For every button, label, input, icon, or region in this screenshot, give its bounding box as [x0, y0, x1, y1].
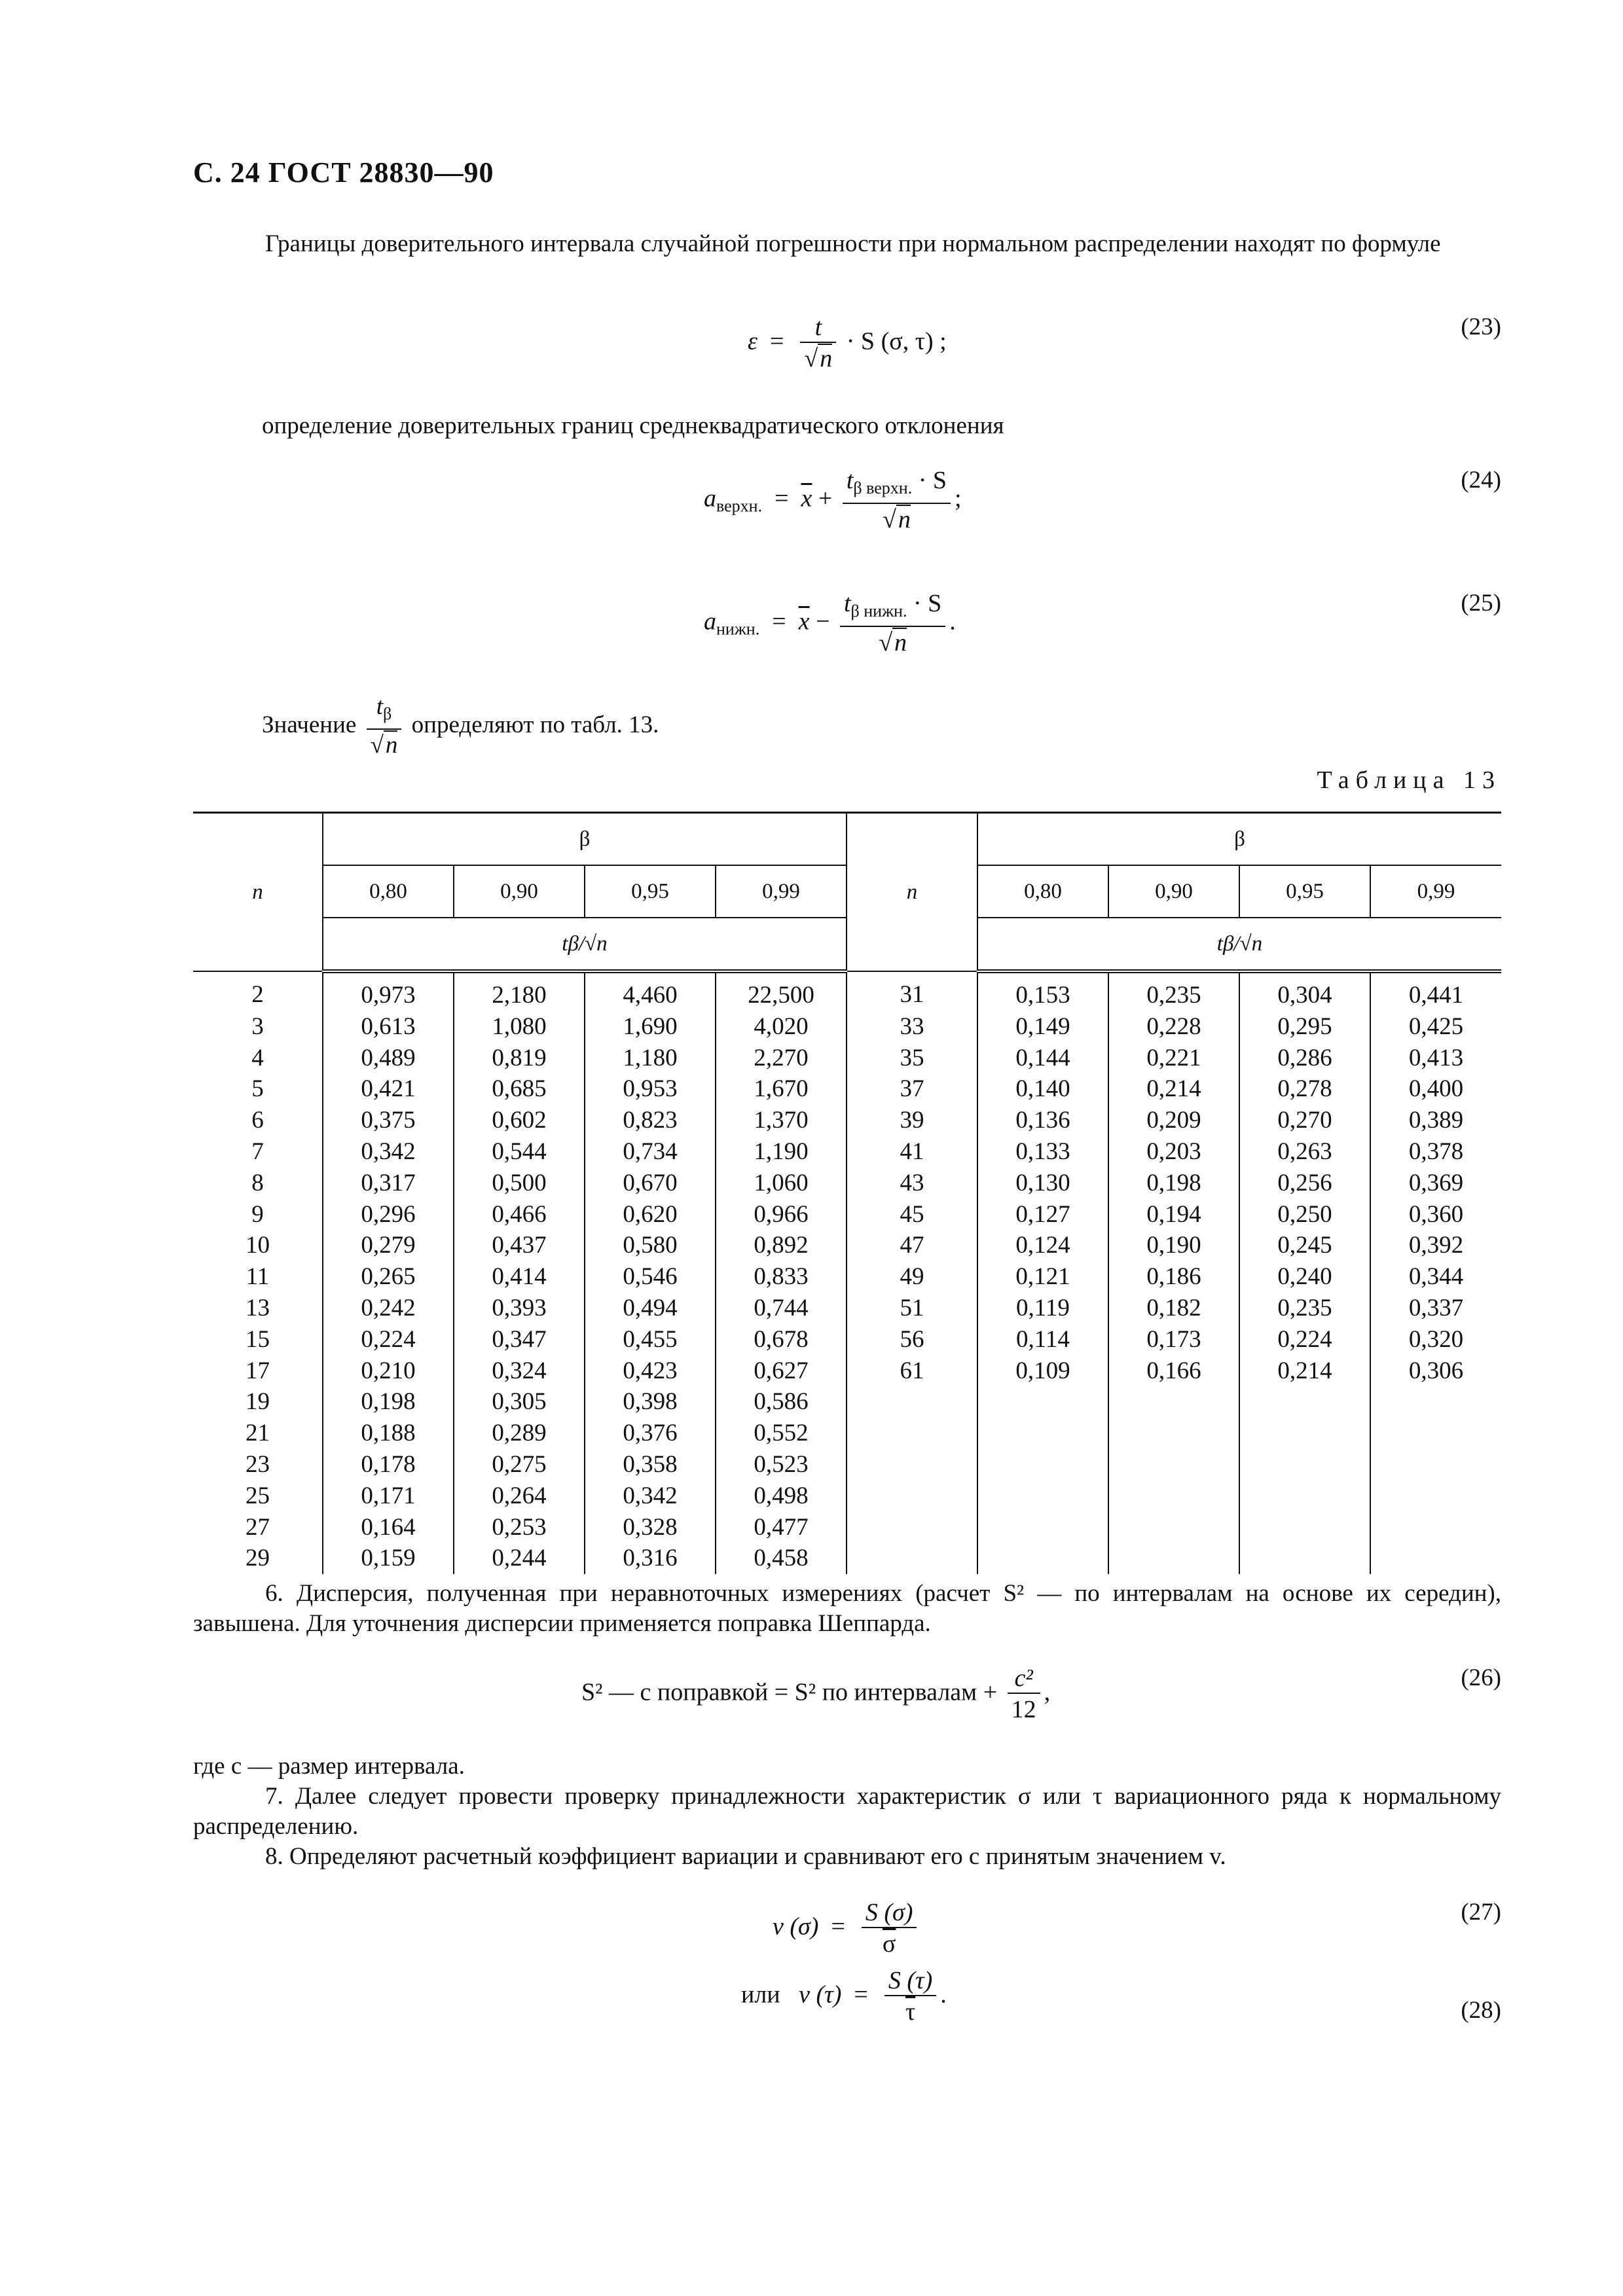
cell-value-right: [1239, 1418, 1370, 1449]
table-body: [193, 971, 1501, 1574]
cell-value-right: 0,203: [1108, 1136, 1239, 1168]
cell-value-left: 0,685: [454, 1073, 585, 1105]
cell-value-left: 1,690: [585, 1011, 716, 1043]
eq23-den: n: [818, 344, 832, 372]
equation-number-25: (25): [1461, 590, 1501, 617]
eq25-num-sub: β нижн.: [850, 601, 907, 620]
cell-value-left: 0,244: [454, 1543, 585, 1574]
cell-value-right: 0,136: [977, 1105, 1108, 1136]
equation-27: v (σ) = $\frac{S (\sigma)}{\sigma}$: [773, 1898, 921, 1960]
cell-value-left: 1,060: [716, 1168, 847, 1199]
cell-value-right: [1239, 1449, 1370, 1480]
eq27-fraction: [862, 1898, 917, 1960]
cell-value-right: [1370, 1480, 1501, 1512]
cell-value-left: 0,164: [323, 1512, 454, 1543]
cell-n-right: 51: [847, 1293, 977, 1324]
table-row: [193, 1199, 1501, 1230]
cell-value-right: 0,337: [1370, 1293, 1501, 1324]
beta-col-left: 0,95: [585, 865, 716, 918]
cell-value-left: 0,602: [454, 1105, 585, 1136]
cell-value-right: 0,413: [1370, 1043, 1501, 1074]
cell-n-right: [847, 1449, 977, 1480]
stat-label-right: tβ/√n: [977, 918, 1501, 971]
equation-23: ε = $\frac{t}{√n}$ · S (σ, τ) ;: [748, 313, 947, 374]
equation-number-23: (23): [1461, 314, 1501, 340]
cell-n-left: 21: [193, 1418, 323, 1449]
cell-value-right: [1108, 1480, 1239, 1512]
eq28-fraction: [884, 1966, 936, 2028]
cell-value-right: 0,270: [1239, 1105, 1370, 1136]
cell-value-right: 0,441: [1370, 971, 1501, 1011]
cell-value-right: 0,344: [1370, 1261, 1501, 1293]
header-n-left: n: [193, 813, 323, 972]
cell-n-right: 49: [847, 1261, 977, 1293]
eq23-rhs: · S (σ, τ) ;: [846, 327, 947, 355]
cell-value-left: 0,178: [323, 1449, 454, 1480]
cell-n-right: 37: [847, 1073, 977, 1105]
cell-value-left: 1,080: [454, 1011, 585, 1043]
table-row: [193, 1136, 1501, 1168]
cell-value-right: 0,144: [977, 1043, 1108, 1074]
cell-value-left: 0,275: [454, 1449, 585, 1480]
paragraph-value-reference: [262, 692, 659, 761]
cell-value-left: 0,159: [323, 1543, 454, 1574]
eq23-lhs: ε: [748, 327, 757, 355]
eq28-tail: .: [940, 1981, 947, 2009]
cell-value-right: 0,378: [1370, 1136, 1501, 1168]
cell-value-right: 0,369: [1370, 1168, 1501, 1199]
cell-value-right: [977, 1449, 1108, 1480]
header-n-right: n: [847, 813, 977, 972]
cell-n-right: [847, 1543, 977, 1574]
cell-value-left: 0,317: [323, 1168, 454, 1199]
cell-value-right: 0,250: [1239, 1199, 1370, 1230]
cell-value-right: 0,278: [1239, 1073, 1370, 1105]
cell-value-right: 0,400: [1370, 1073, 1501, 1105]
eq27-num: S (σ): [865, 1899, 913, 1926]
cell-value-left: 0,264: [454, 1480, 585, 1512]
eq28-prefix: или: [741, 1981, 780, 2009]
table-row: [193, 1512, 1501, 1543]
eq27-den: σ: [882, 1930, 896, 1958]
cell-value-right: 0,190: [1108, 1230, 1239, 1261]
eq24-den: n: [896, 505, 911, 533]
cell-value-right: 0,245: [1239, 1230, 1370, 1261]
cell-value-right: 0,114: [977, 1324, 1108, 1355]
cell-value-right: 0,109: [977, 1355, 1108, 1387]
cell-value-left: 0,620: [585, 1199, 716, 1230]
cell-value-right: 0,119: [977, 1293, 1108, 1324]
cell-value-right: 0,392: [1370, 1230, 1501, 1261]
eq26-tail: ,: [1044, 1678, 1051, 1706]
cell-value-left: 0,198: [323, 1386, 454, 1418]
cell-value-right: 0,140: [977, 1073, 1108, 1105]
cell-value-right: [1108, 1386, 1239, 1418]
beta-col-right: 0,80: [977, 865, 1108, 918]
stat-label-left: tβ/√n: [323, 918, 847, 971]
cell-value-left: 1,190: [716, 1136, 847, 1168]
cell-value-right: [1108, 1418, 1239, 1449]
cell-value-right: [1370, 1418, 1501, 1449]
cell-value-left: 22,500: [716, 971, 847, 1011]
cell-value-left: 0,423: [585, 1355, 716, 1387]
cell-value-right: [1108, 1449, 1239, 1480]
eq25-den: n: [892, 628, 907, 656]
table-row: [193, 971, 1501, 1011]
cell-n-right: 35: [847, 1043, 977, 1074]
page-header: С. 24 ГОСТ 28830—90: [193, 156, 494, 188]
cell-value-right: 0,173: [1108, 1324, 1239, 1355]
cell-value-right: 0,153: [977, 971, 1108, 1011]
cell-value-left: 0,678: [716, 1324, 847, 1355]
cell-value-right: 0,121: [977, 1261, 1108, 1293]
cell-n-left: 25: [193, 1480, 323, 1512]
table-row: [193, 1543, 1501, 1574]
cell-n-left: 19: [193, 1386, 323, 1418]
cell-value-left: 1,370: [716, 1105, 847, 1136]
cell-value-left: 0,966: [716, 1199, 847, 1230]
eq28-den: τ: [905, 1998, 916, 2026]
eq28-lhs: v (τ): [799, 1981, 842, 2009]
cell-value-left: 0,279: [323, 1230, 454, 1261]
eq27-lhs: v (σ): [773, 1912, 819, 1941]
table-row: [193, 1386, 1501, 1418]
cell-value-left: 0,224: [323, 1324, 454, 1355]
cell-value-left: 0,498: [716, 1480, 847, 1512]
paragraph-8: 8. Определяют расчетный коэффициент вариации и сравнивают его с принятым значением v.: [265, 1843, 1226, 1870]
eq23-fraction: $\frac{t}{√n}$: [800, 313, 836, 374]
cell-value-right: 0,124: [977, 1230, 1108, 1261]
cell-value-left: 0,398: [585, 1386, 716, 1418]
eq24-num-sub: β верхн.: [853, 478, 913, 497]
cell-n-right: [847, 1512, 977, 1543]
beta-col-right: 0,99: [1370, 865, 1501, 918]
cell-n-right: 33: [847, 1011, 977, 1043]
cell-value-left: 0,833: [716, 1261, 847, 1293]
cell-n-right: 56: [847, 1324, 977, 1355]
cell-n-right: [847, 1418, 977, 1449]
beta-col-right: 0,90: [1108, 865, 1239, 918]
cell-n-left: 27: [193, 1512, 323, 1543]
cell-n-left: 7: [193, 1136, 323, 1168]
paragraph-7: 7. Далее следует провести проверку принадлежности характеристик σ или τ вариационного ряда к нормальному распределению.: [193, 1783, 1501, 1840]
eq25-num-tail: · S: [907, 590, 942, 617]
cell-value-right: [1239, 1543, 1370, 1574]
cell-value-left: 0,265: [323, 1261, 454, 1293]
eq25-fraction: $\frac{t_{\beta нижн.} \cdot S}{√n}$: [840, 589, 945, 658]
cell-n-left: 15: [193, 1324, 323, 1355]
table-row: [193, 1449, 1501, 1480]
table-row: [193, 1073, 1501, 1105]
table-row: [193, 1355, 1501, 1387]
cell-value-right: 0,235: [1239, 1293, 1370, 1324]
cell-value-right: [1370, 1386, 1501, 1418]
cell-value-left: 0,393: [454, 1293, 585, 1324]
cell-n-left: 8: [193, 1168, 323, 1199]
cell-value-left: 4,460: [585, 971, 716, 1011]
table-row: [193, 1230, 1501, 1261]
equation-28: или v (τ) = $\frac{S (\tau)}{\tau}$ .: [741, 1966, 947, 2028]
cell-value-right: [977, 1480, 1108, 1512]
cell-n-left: 10: [193, 1230, 323, 1261]
cell-value-left: 0,546: [585, 1261, 716, 1293]
cell-value-right: 0,389: [1370, 1105, 1501, 1136]
cell-value-right: 0,194: [1108, 1199, 1239, 1230]
equation-number-28: (28): [1461, 1997, 1501, 2024]
cell-value-right: 0,286: [1239, 1043, 1370, 1074]
inline-den: n: [384, 730, 398, 759]
cell-value-left: 0,342: [585, 1480, 716, 1512]
eq24-fraction: $\frac{t_{\beta верхн.} \cdot S}{√n}$: [843, 466, 951, 535]
cell-value-left: 4,020: [716, 1011, 847, 1043]
cell-value-left: 0,494: [585, 1293, 716, 1324]
cell-n-right: 41: [847, 1136, 977, 1168]
cell-value-right: 0,133: [977, 1136, 1108, 1168]
cell-value-left: 0,973: [323, 971, 454, 1011]
paragraph-confidence-interval: Границы доверительного интервала случайной погрешности при нормальном распределении находят по формуле: [265, 230, 1441, 257]
cell-value-right: 0,166: [1108, 1355, 1239, 1387]
cell-n-left: 11: [193, 1261, 323, 1293]
cell-value-left: 0,552: [716, 1418, 847, 1449]
cell-value-right: [1108, 1512, 1239, 1543]
cell-n-right: [847, 1480, 977, 1512]
table-13: [193, 812, 1501, 1574]
paragraph-interval-size: где c — размер интервала.: [193, 1753, 465, 1780]
eq25-num-t: t: [843, 590, 851, 617]
cell-value-left: 0,734: [585, 1136, 716, 1168]
cell-value-left: 0,627: [716, 1355, 847, 1387]
cell-value-right: 0,256: [1239, 1168, 1370, 1199]
cell-value-left: 0,477: [716, 1512, 847, 1543]
cell-value-left: 0,586: [716, 1386, 847, 1418]
eq25-tail: .: [949, 607, 956, 636]
cell-value-left: 0,289: [454, 1418, 585, 1449]
table-row: [193, 1293, 1501, 1324]
cell-value-left: 0,324: [454, 1355, 585, 1387]
cell-value-right: 0,228: [1108, 1011, 1239, 1043]
equation-24: $a_{верхн.} = \overline{x}$ + $\frac{t_{\beta верхн.} \cdot S}{√n}$ ;: [704, 466, 962, 535]
eq24-xbar: $\overline{x}$: [801, 484, 812, 512]
cell-value-right: [1108, 1543, 1239, 1574]
p3-after: определяют по табл. 13.: [411, 711, 659, 738]
cell-n-left: 29: [193, 1543, 323, 1574]
eq26-den: 12: [1011, 1696, 1036, 1723]
cell-value-left: 0,455: [585, 1324, 716, 1355]
cell-value-left: 0,613: [323, 1011, 454, 1043]
eq24-num-tail: · S: [912, 467, 947, 494]
equation-number-24: (24): [1461, 467, 1501, 493]
cell-value-left: 0,358: [585, 1449, 716, 1480]
inline-fraction: $\frac{t_\beta}{√n}$: [367, 692, 402, 761]
cell-value-right: [1239, 1480, 1370, 1512]
cell-value-right: 0,320: [1370, 1324, 1501, 1355]
cell-value-right: 0,214: [1108, 1073, 1239, 1105]
cell-n-left: 5: [193, 1073, 323, 1105]
table-row: [193, 1480, 1501, 1512]
cell-value-right: 0,127: [977, 1199, 1108, 1230]
cell-value-left: 0,953: [585, 1073, 716, 1105]
cell-n-left: 23: [193, 1449, 323, 1480]
cell-value-left: 0,328: [585, 1512, 716, 1543]
cell-value-left: 0,421: [323, 1073, 454, 1105]
cell-value-right: 0,186: [1108, 1261, 1239, 1293]
cell-value-left: 2,180: [454, 971, 585, 1011]
cell-value-right: 0,240: [1239, 1261, 1370, 1293]
cell-value-left: 0,188: [323, 1418, 454, 1449]
eq26-num: c²: [1014, 1664, 1033, 1692]
cell-value-right: 0,306: [1370, 1355, 1501, 1387]
header-beta-right: β: [977, 813, 1501, 866]
cell-value-left: 0,823: [585, 1105, 716, 1136]
cell-value-right: [1370, 1543, 1501, 1574]
cell-value-left: 0,253: [454, 1512, 585, 1543]
eq25-lhs-sub: нижн.: [716, 619, 760, 639]
eq25-lhs: a: [704, 607, 716, 636]
cell-value-right: 0,263: [1239, 1136, 1370, 1168]
cell-value-right: 0,295: [1239, 1011, 1370, 1043]
equation-26: [581, 1664, 1050, 1725]
cell-n-left: 9: [193, 1199, 323, 1230]
inline-num-sub: β: [383, 704, 392, 723]
eq23-num: t: [814, 314, 822, 341]
cell-value-right: [1239, 1512, 1370, 1543]
cell-value-right: [977, 1418, 1108, 1449]
cell-value-right: 0,425: [1370, 1011, 1501, 1043]
cell-n-left: 3: [193, 1011, 323, 1043]
cell-n-left: 6: [193, 1105, 323, 1136]
cell-value-left: 0,210: [323, 1355, 454, 1387]
cell-n-right: 43: [847, 1168, 977, 1199]
header-beta-left: β: [323, 813, 847, 866]
beta-col-right: 0,95: [1239, 865, 1370, 918]
cell-value-left: 0,414: [454, 1261, 585, 1293]
cell-value-left: 0,670: [585, 1168, 716, 1199]
paragraph-6: 6. Дисперсия, полученная при неравноточных измерениях (расчет S² — по интервалам на основе их середин), завышена. Для уточнения дисперсии применяется поправка Шеппарда.: [193, 1580, 1501, 1637]
cell-value-left: 0,489: [323, 1043, 454, 1074]
cell-value-left: 0,466: [454, 1199, 585, 1230]
cell-value-left: 1,670: [716, 1073, 847, 1105]
beta-col-left: 0,90: [454, 865, 585, 918]
cell-n-left: 2: [193, 971, 323, 1011]
eq24-tail: ;: [955, 484, 962, 512]
cell-value-left: 0,242: [323, 1293, 454, 1324]
table-row: [193, 1043, 1501, 1074]
cell-value-left: 0,744: [716, 1293, 847, 1324]
beta-col-left: 0,80: [323, 865, 454, 918]
cell-value-right: 0,360: [1370, 1199, 1501, 1230]
eq24-lhs: a: [704, 484, 716, 512]
table-row: [193, 1261, 1501, 1293]
eq25-xbar: $\overline{x}$: [798, 607, 810, 636]
table-row: [193, 1168, 1501, 1199]
cell-value-left: 0,347: [454, 1324, 585, 1355]
cell-n-left: 13: [193, 1293, 323, 1324]
cell-value-right: 0,304: [1239, 971, 1370, 1011]
cell-value-left: 0,171: [323, 1480, 454, 1512]
cell-value-right: [977, 1512, 1108, 1543]
cell-value-right: 0,221: [1108, 1043, 1239, 1074]
cell-value-left: 0,305: [454, 1386, 585, 1418]
cell-value-right: 0,149: [977, 1011, 1108, 1043]
p3-before: Значение: [262, 711, 357, 738]
cell-value-right: [1239, 1386, 1370, 1418]
cell-value-left: 0,544: [454, 1136, 585, 1168]
cell-value-right: [1370, 1512, 1501, 1543]
cell-value-left: 0,296: [323, 1199, 454, 1230]
equation-number-27: (27): [1461, 1899, 1501, 1926]
equation-25: $a_{нижн.} = \overline{x}$ − $\frac{t_{\beta нижн.} \cdot S}{√n}$ .: [704, 589, 956, 658]
cell-value-right: 0,209: [1108, 1105, 1239, 1136]
cell-value-right: 0,198: [1108, 1168, 1239, 1199]
eq26-text: S² — с поправкой = S² по интервалам +: [581, 1678, 998, 1706]
cell-value-left: 0,437: [454, 1230, 585, 1261]
cell-value-left: 0,376: [585, 1418, 716, 1449]
cell-value-right: [977, 1386, 1108, 1418]
inline-num-t: t: [376, 693, 384, 720]
table-caption: Таблица 13: [1317, 766, 1501, 794]
table-row: [193, 1418, 1501, 1449]
table-row: [193, 1105, 1501, 1136]
paragraph-bounds: определение доверительных границ среднеквадратического отклонения: [262, 412, 1004, 439]
cell-n-right: [847, 1386, 977, 1418]
table-row: [193, 1324, 1501, 1355]
table-row: [193, 1011, 1501, 1043]
cell-n-right: 47: [847, 1230, 977, 1261]
eq24-num-t: t: [846, 467, 854, 494]
eq24-lhs-sub: верхн.: [716, 496, 763, 516]
cell-value-left: 0,523: [716, 1449, 847, 1480]
cell-n-right: 61: [847, 1355, 977, 1387]
cell-value-left: 0,342: [323, 1136, 454, 1168]
cell-value-left: 0,375: [323, 1105, 454, 1136]
cell-value-right: 0,224: [1239, 1324, 1370, 1355]
equation-number-26: (26): [1461, 1664, 1501, 1691]
cell-value-left: 0,580: [585, 1230, 716, 1261]
eq26-fraction: [1008, 1664, 1040, 1725]
cell-value-right: [977, 1543, 1108, 1574]
cell-n-right: 39: [847, 1105, 977, 1136]
cell-n-left: 17: [193, 1355, 323, 1387]
cell-value-right: 0,182: [1108, 1293, 1239, 1324]
beta-col-left: 0,99: [716, 865, 847, 918]
cell-value-left: 0,458: [716, 1543, 847, 1574]
cell-value-left: 2,270: [716, 1043, 847, 1074]
cell-value-left: 1,180: [585, 1043, 716, 1074]
cell-value-left: 0,500: [454, 1168, 585, 1199]
cell-value-right: 0,235: [1108, 971, 1239, 1011]
cell-n-right: 45: [847, 1199, 977, 1230]
cell-value-left: 0,316: [585, 1543, 716, 1574]
cell-value-left: 0,892: [716, 1230, 847, 1261]
cell-value-right: 0,214: [1239, 1355, 1370, 1387]
cell-n-left: 4: [193, 1043, 323, 1074]
eq28-num: S (τ): [888, 1967, 933, 1994]
cell-value-left: 0,819: [454, 1043, 585, 1074]
cell-n-right: 31: [847, 971, 977, 1011]
cell-value-right: 0,130: [977, 1168, 1108, 1199]
cell-value-right: [1370, 1449, 1501, 1480]
